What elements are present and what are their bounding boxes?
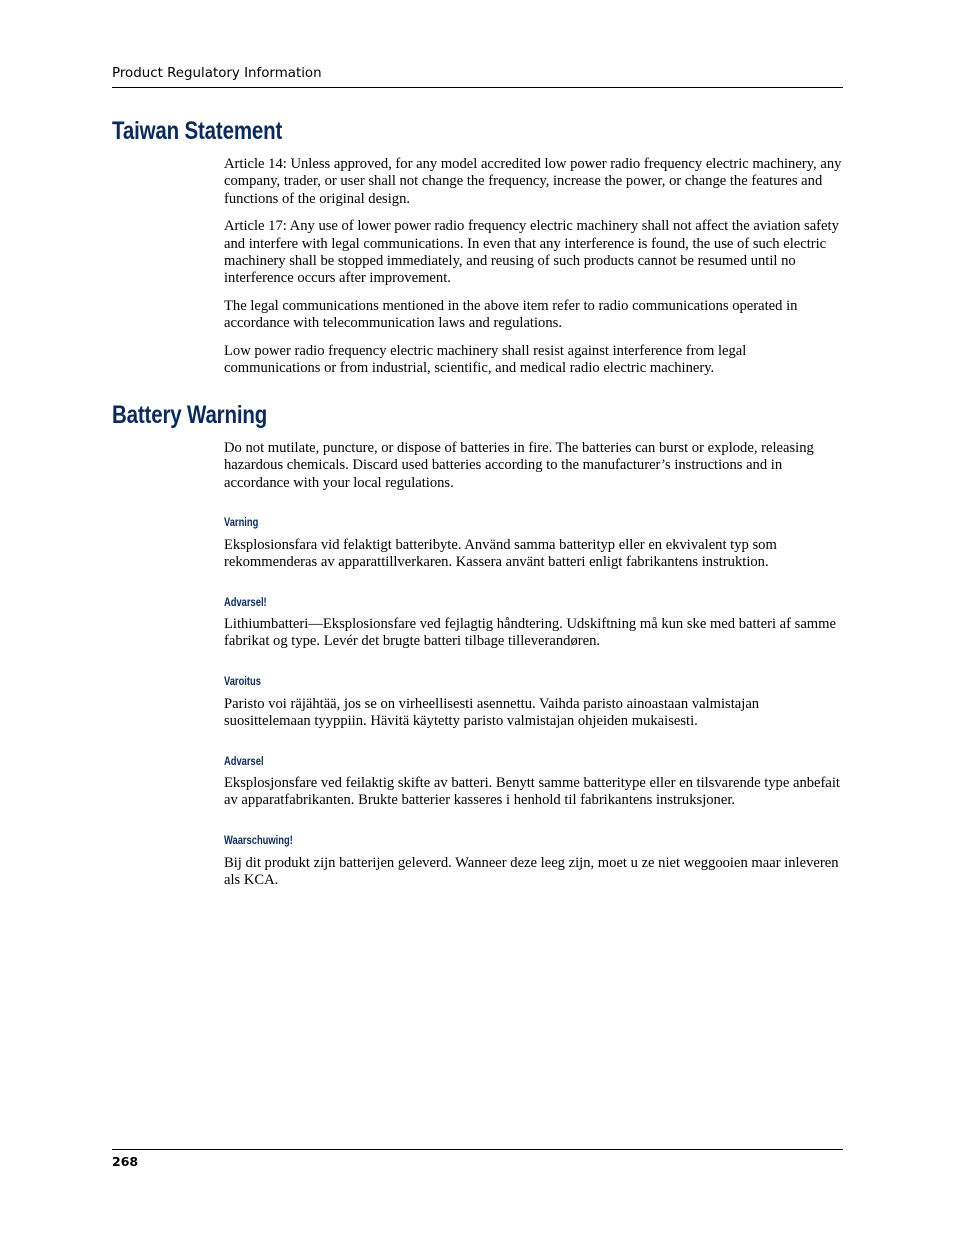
warning-body-norwegian — [224, 775, 844, 820]
warning-heading-finnish: Varoitus — [224, 674, 261, 688]
taiwan-statement-body — [224, 156, 844, 388]
warning-heading-swedish: Varning — [224, 515, 259, 529]
battery-intro-text: Do not mutilate, puncture, or dispose of batteries in fire. The batteries can burst or explode, releasing hazardous chemicals. Discard used batteries according to the manufacturer’s instructions and in accordance with your local regulations. — [224, 440, 814, 491]
warning-body-finnish — [224, 696, 844, 741]
taiwan-article-17: Article 17: Any use of lower power radio frequency electric machinery shall not affect the aviation safety and interfere with legal communications. In even that any interference is found, the use of such electric machinery shall be stopped immediately, and reusing of such products cannot be resumed until no interference occurs after improvement. — [224, 218, 839, 287]
battery-warning-heading: Battery Warning — [112, 401, 268, 429]
warning-body-dutch — [224, 855, 844, 900]
running-header: Product Regulatory Information — [112, 66, 843, 88]
warning-text-swedish: Eksplosionsfara vid felaktigt batteribyte. Använd samma batterityp eller en ekvivalent typ som rekommenderas av apparattillverkaren. Kassera använt batteri enligt fabrikantens instruktion. — [224, 537, 777, 571]
taiwan-low-power: Low power radio frequency electric machinery shall resist against interference from legal communications or from industrial, scientific, and medical radio electric machinery. — [224, 343, 747, 377]
warning-body-swedish — [224, 537, 844, 582]
warning-text-dutch: Bij dit produkt zijn batterijen geleverd. Wanneer deze leeg zijn, moet u ze niet weggooien maar inleveren als KCA. — [224, 855, 839, 889]
warning-text-finnish: Paristo voi räjähtää, jos se on virheellisesti asennettu. Vaihda paristo ainoastaan valmistajan suosittelemaan tyyppiin. Hävitä käytetty paristo valmistajan ohjeiden mukaisesti. — [224, 696, 760, 730]
warning-heading-dutch: Waarschuwing! — [224, 833, 293, 847]
page-number: 268 — [112, 1149, 843, 1169]
taiwan-statement-heading: Taiwan Statement — [112, 117, 283, 145]
warning-text-danish: Lithiumbatteri—Eksplosionsfare ved fejlagtig håndtering. Udskiftning må kun ske med batteri af samme fabrikat og type. Levér det brugte batteri tilbage tilleverandøren. — [224, 616, 836, 650]
battery-warning-intro — [224, 440, 844, 502]
warning-heading-danish: Advarsel! — [224, 595, 267, 609]
warning-body-danish — [224, 616, 844, 661]
warning-heading-norwegian: Advarsel — [224, 754, 264, 768]
warning-text-norwegian: Eksplosjonsfare ved feilaktig skifte av batteri. Benytt samme batteritype eller en tilsvarende type anbefait av apparatfabrikanten. Brukte batterier kasseres i henhold til fabrikantens instruksjoner. — [224, 775, 840, 809]
taiwan-legal-communications: The legal communications mentioned in the above item refer to radio communications operated in accordance with telecommunication laws and regulations. — [224, 298, 798, 332]
taiwan-article-14: Article 14: Unless approved, for any model accredited low power radio frequency electric machinery, any company, trader, or user shall not change the frequency, increase the power, or change the features and functions of the original design. — [224, 156, 842, 207]
